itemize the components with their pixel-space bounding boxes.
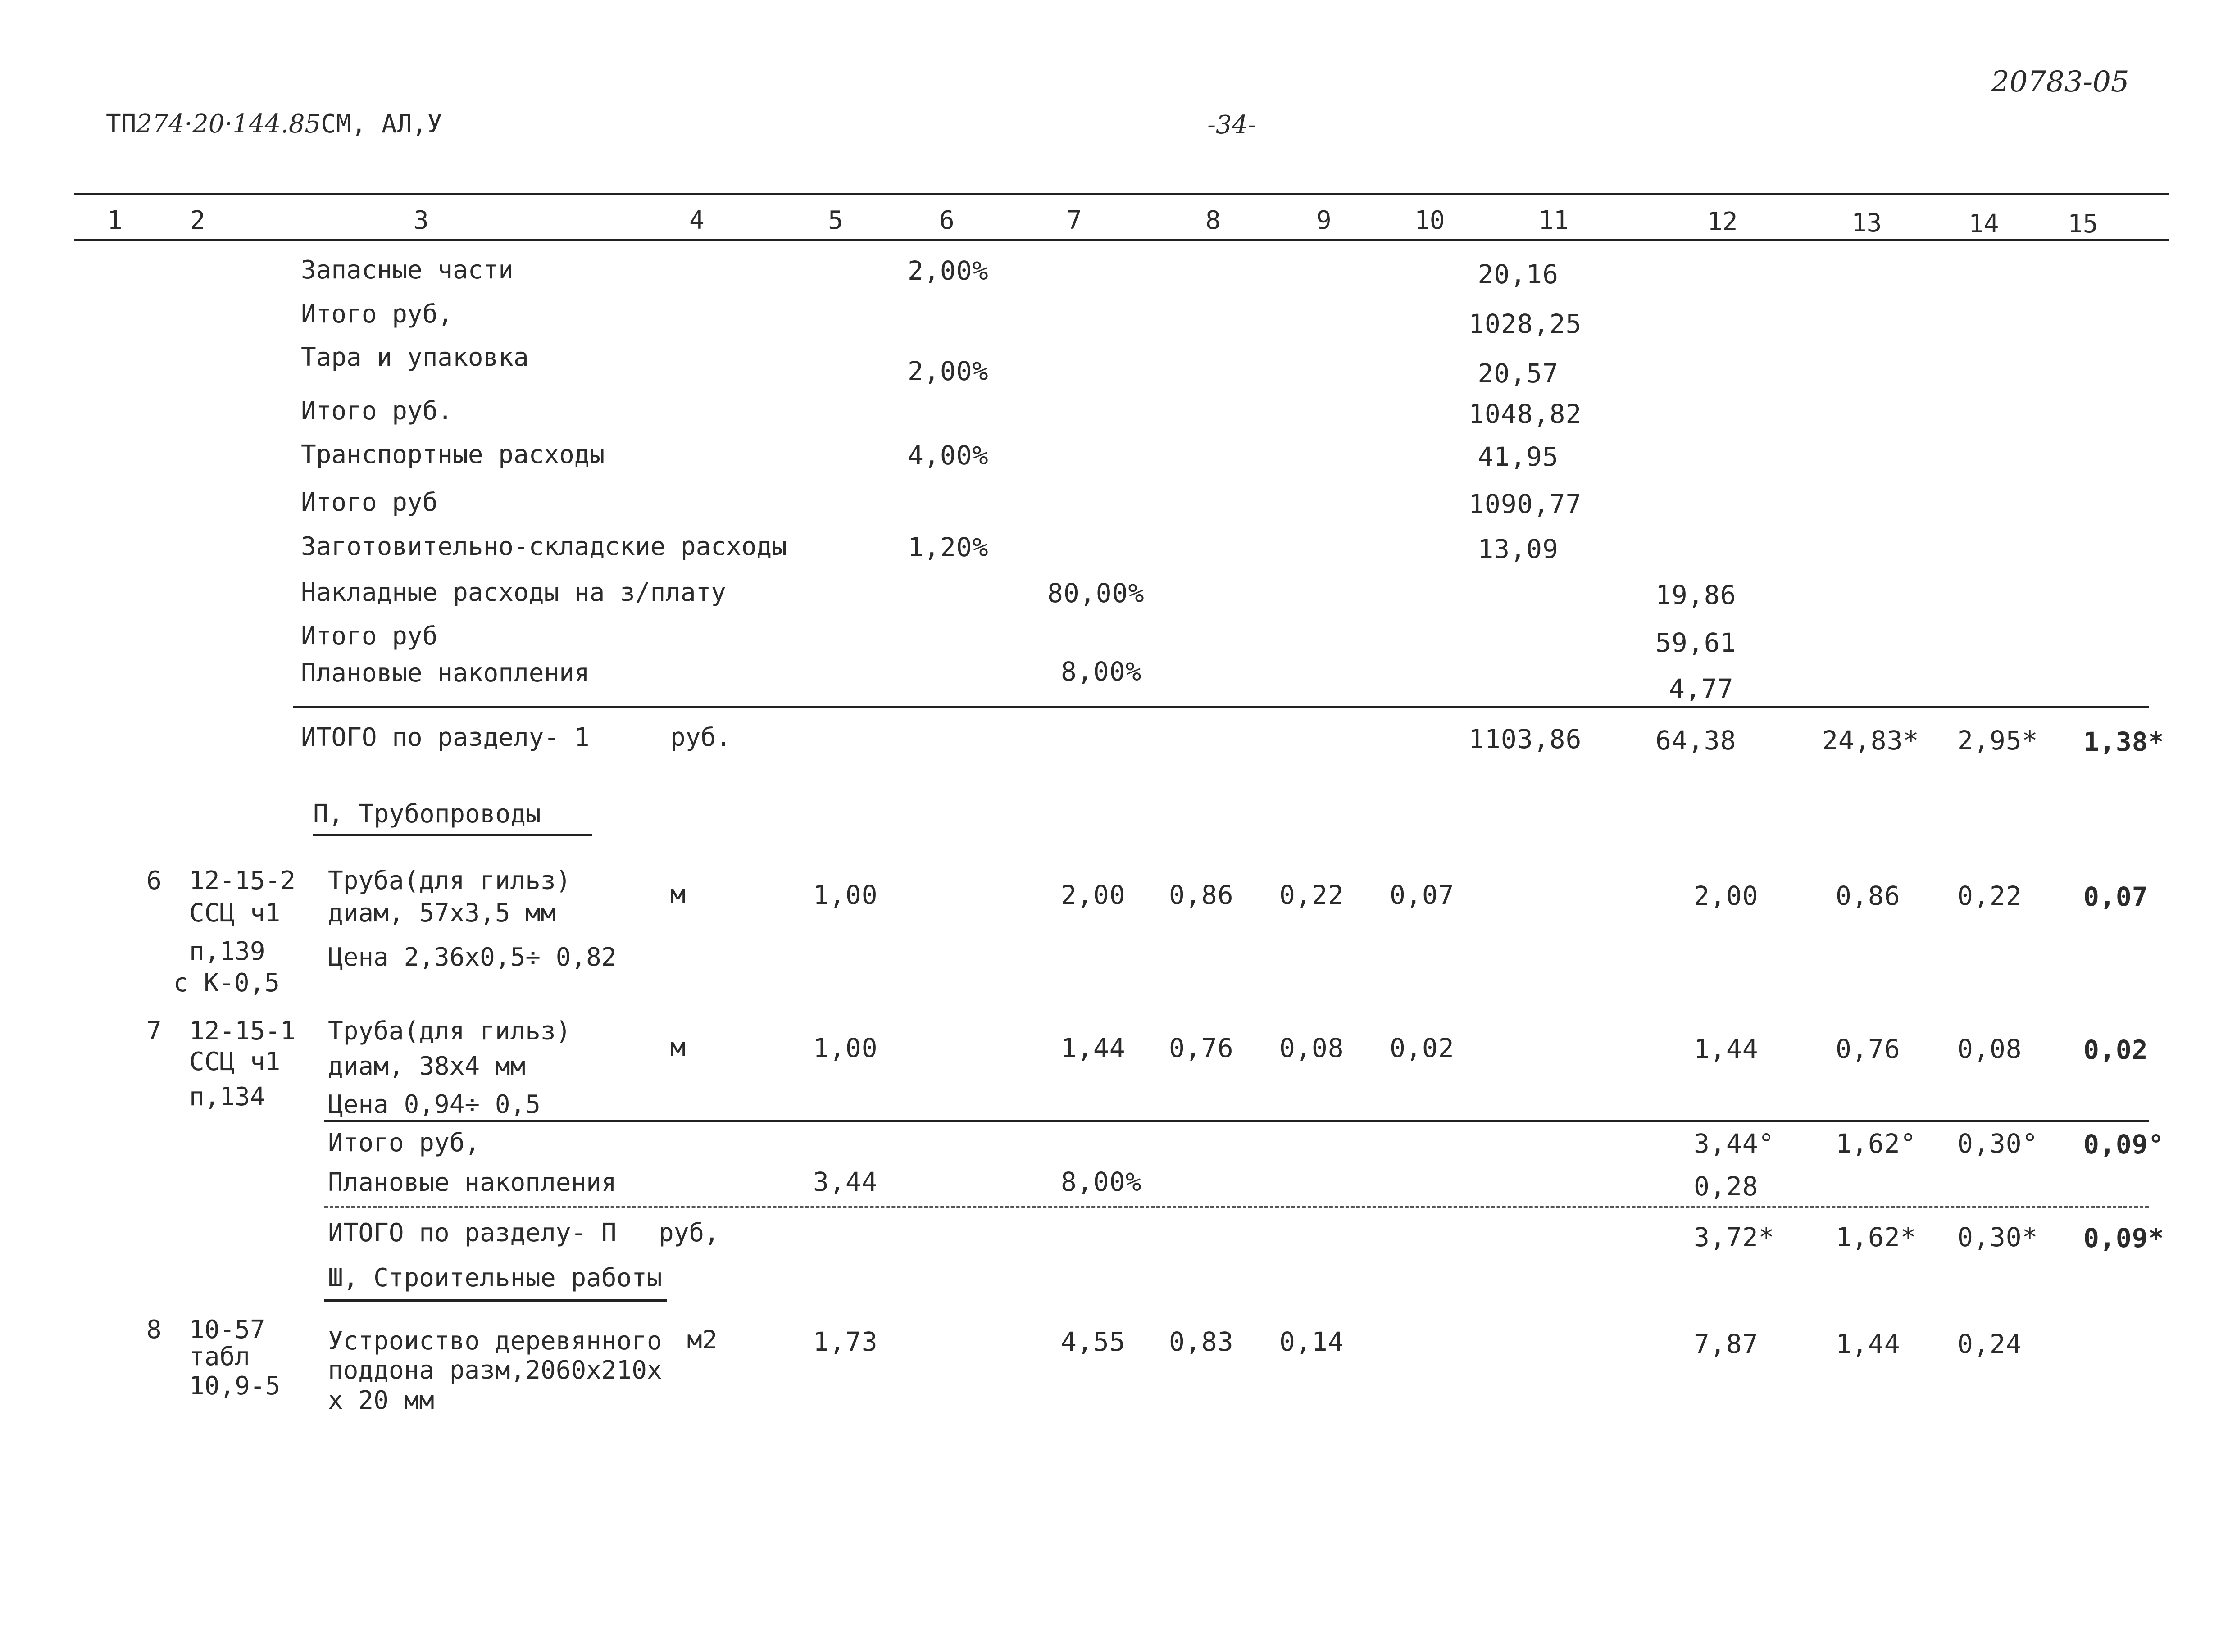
section2-total-dashed-rule <box>324 1206 2149 1208</box>
cell-c13: 1,44 <box>1836 1329 1901 1359</box>
col-header: 15 <box>2068 209 2098 239</box>
cell-c9: 0,22 <box>1279 880 1344 910</box>
cell-c12: 0,28 <box>1694 1171 1759 1202</box>
cell-c8: 0,76 <box>1169 1033 1234 1063</box>
cell-c14: 0,30° <box>1957 1128 2038 1159</box>
section1-total-rule <box>293 706 2149 708</box>
cell-c10: 0,02 <box>1390 1033 1455 1063</box>
cell-c7: 8,00% <box>1061 656 1142 687</box>
cell-c5: 3,44 <box>813 1166 878 1197</box>
item-code: с К-0,5 <box>173 968 280 998</box>
cell-c11: 1048,82 <box>1469 399 1582 429</box>
item-name: диам, 57х3,5 мм <box>328 899 556 928</box>
item-name: Труба(для гильз) <box>328 1017 571 1046</box>
cell-c12: 3,44° <box>1694 1128 1775 1159</box>
total-unit: руб. <box>670 723 731 752</box>
cell-c13: 0,76 <box>1836 1034 1901 1064</box>
row-name: Заготовительно-складские расходы <box>301 532 787 561</box>
col-header: 9 <box>1316 206 1332 235</box>
row-name: Итого руб, <box>301 300 453 329</box>
item-unit: м <box>670 1033 686 1062</box>
cell-c12: 59,61 <box>1655 627 1737 658</box>
row-name: Запасные части <box>301 255 514 285</box>
row-name: Накладные расходы на з/плату <box>301 578 727 607</box>
cell-c15: 0,02 <box>2083 1035 2148 1065</box>
cell-c14: 0,30* <box>1957 1222 2038 1253</box>
row-name: Плановые накопления <box>301 658 590 688</box>
item-name: Труба(для гильз) <box>328 866 571 895</box>
doc-code-suffix: СМ, АЛ,У <box>321 109 442 139</box>
item-number: 6 <box>146 866 162 895</box>
cell-c6: 4,00% <box>908 440 989 471</box>
item-code: п,134 <box>189 1082 265 1112</box>
cell-c12: 2,00 <box>1694 880 1759 911</box>
cell-c14: 0,24 <box>1957 1329 2022 1359</box>
cell-c6: 2,00% <box>908 255 989 286</box>
cell-c12: 3,72* <box>1694 1222 1775 1253</box>
doc-code-prefix: ТП <box>106 109 136 139</box>
col-header: 13 <box>1851 209 1882 238</box>
cell-c6: 1,20% <box>908 532 989 563</box>
total-name: ИТОГО по разделу- П <box>328 1218 617 1248</box>
item-unit: м2 <box>687 1325 718 1355</box>
cell-c8: 0,83 <box>1169 1326 1234 1357</box>
item-code: 12-15-1 <box>189 1017 296 1046</box>
section2-title-underline <box>313 834 592 836</box>
col-header: 7 <box>1067 206 1082 235</box>
page-number: -34- <box>1207 110 1257 140</box>
col-header: 2 <box>190 206 205 235</box>
cell-c15: 0,09* <box>2083 1223 2164 1253</box>
row-name: Тара и упаковка <box>301 343 529 372</box>
row-name: Итого руб, <box>328 1128 480 1157</box>
cell-c5: 1,00 <box>813 1033 878 1063</box>
cell-c13: 1,62* <box>1836 1222 1917 1253</box>
col-header: 10 <box>1414 206 1445 235</box>
item-name: диам, 38х4 мм <box>328 1052 526 1081</box>
cell-c6: 2,00% <box>908 356 989 386</box>
cell-c12: 4,77 <box>1669 673 1734 704</box>
cell-c14: 0,08 <box>1957 1034 2022 1064</box>
cell-c11: 41,95 <box>1478 441 1559 472</box>
item-code: 10,9-5 <box>189 1371 281 1401</box>
col-header: 3 <box>414 206 429 235</box>
item-number: 8 <box>146 1315 162 1344</box>
cell-c12: 1,44 <box>1694 1034 1759 1064</box>
item-name: Устроиство деревянного <box>328 1326 662 1356</box>
cell-c7: 8,00% <box>1061 1166 1142 1197</box>
section3-title-underline <box>324 1299 667 1302</box>
cell-c7: 4,55 <box>1061 1326 1126 1357</box>
cell-c13: 0,86 <box>1836 880 1901 911</box>
item-number: 7 <box>146 1017 162 1046</box>
table-top-rule <box>74 193 2169 195</box>
cell-c13: 1,62° <box>1836 1128 1917 1159</box>
total-name: ИТОГО по разделу- 1 <box>301 723 590 752</box>
section2-title: П, Трубопроводы <box>313 799 541 829</box>
cell-c15: 0,07 <box>2083 881 2148 912</box>
item-code: табл <box>189 1342 250 1371</box>
item-code: 12-15-2 <box>189 866 296 895</box>
col-header: 6 <box>939 206 955 235</box>
cell-c15: 1,38* <box>2083 726 2164 757</box>
row-name: Итого руб <box>301 488 438 517</box>
col-header: 12 <box>1707 207 1738 236</box>
cell-c7: 2,00 <box>1061 880 1126 910</box>
item-price: Цена 2,36х0,5÷ 0,82 <box>328 943 617 972</box>
cell-c12: 64,38 <box>1655 725 1737 756</box>
cell-c8: 0,86 <box>1169 880 1234 910</box>
cell-c7: 80,00% <box>1047 578 1145 608</box>
cell-c11: 1028,25 <box>1469 309 1582 339</box>
item-code: 10-57 <box>189 1315 265 1344</box>
item-code: ССЦ ч1 <box>189 1047 281 1076</box>
cell-c11: 13,09 <box>1478 534 1559 564</box>
col-header: 8 <box>1205 206 1221 235</box>
cell-c12: 7,87 <box>1694 1329 1759 1359</box>
cell-c7: 1,44 <box>1061 1033 1126 1063</box>
cell-c9: 0,14 <box>1279 1326 1344 1357</box>
item-unit: м <box>670 880 686 909</box>
cell-c9: 0,08 <box>1279 1033 1344 1063</box>
col-header: 14 <box>1969 209 1999 239</box>
row-name: Плановые накопления <box>328 1168 617 1197</box>
section3-title: Ш, Строительные работы <box>328 1263 662 1293</box>
section2-subtotal-rule <box>324 1120 2149 1122</box>
cell-c14: 0,22 <box>1957 880 2022 911</box>
total-unit: руб, <box>659 1218 719 1248</box>
cell-c5: 1,73 <box>813 1326 878 1357</box>
row-name: Итого руб. <box>301 396 453 426</box>
cell-c11: 20,16 <box>1478 259 1559 290</box>
doc-code-handwritten: 274·20·144.85 <box>136 109 321 139</box>
row-name: Итого руб <box>301 622 438 651</box>
cell-c13: 24,83* <box>1822 725 1919 756</box>
cell-c10: 0,07 <box>1390 880 1455 910</box>
header-bottom-rule <box>74 239 2169 241</box>
col-header: 5 <box>828 206 843 235</box>
col-header: 4 <box>689 206 705 235</box>
archive-number: 20783-05 <box>1991 65 2129 99</box>
item-code: ССЦ ч1 <box>189 899 281 928</box>
row-name: Транспортные расходы <box>301 440 605 469</box>
cell-c12: 19,86 <box>1655 580 1737 610</box>
cell-c11: 20,57 <box>1478 358 1559 389</box>
cell-c15: 0,09° <box>2083 1129 2164 1160</box>
col-header: 11 <box>1538 206 1569 235</box>
col-header: 1 <box>107 206 123 235</box>
item-name: поддона разм,2060х210х <box>328 1356 662 1385</box>
item-code: п,139 <box>189 937 265 966</box>
doc-code <box>106 109 442 139</box>
item-name: х 20 мм <box>328 1386 435 1415</box>
cell-c14: 2,95* <box>1957 725 2038 756</box>
cell-c11: 1103,86 <box>1469 724 1582 754</box>
cell-c5: 1,00 <box>813 880 878 910</box>
item-price: Цена 0,94÷ 0,5 <box>328 1090 541 1119</box>
cell-c11: 1090,77 <box>1469 489 1582 519</box>
